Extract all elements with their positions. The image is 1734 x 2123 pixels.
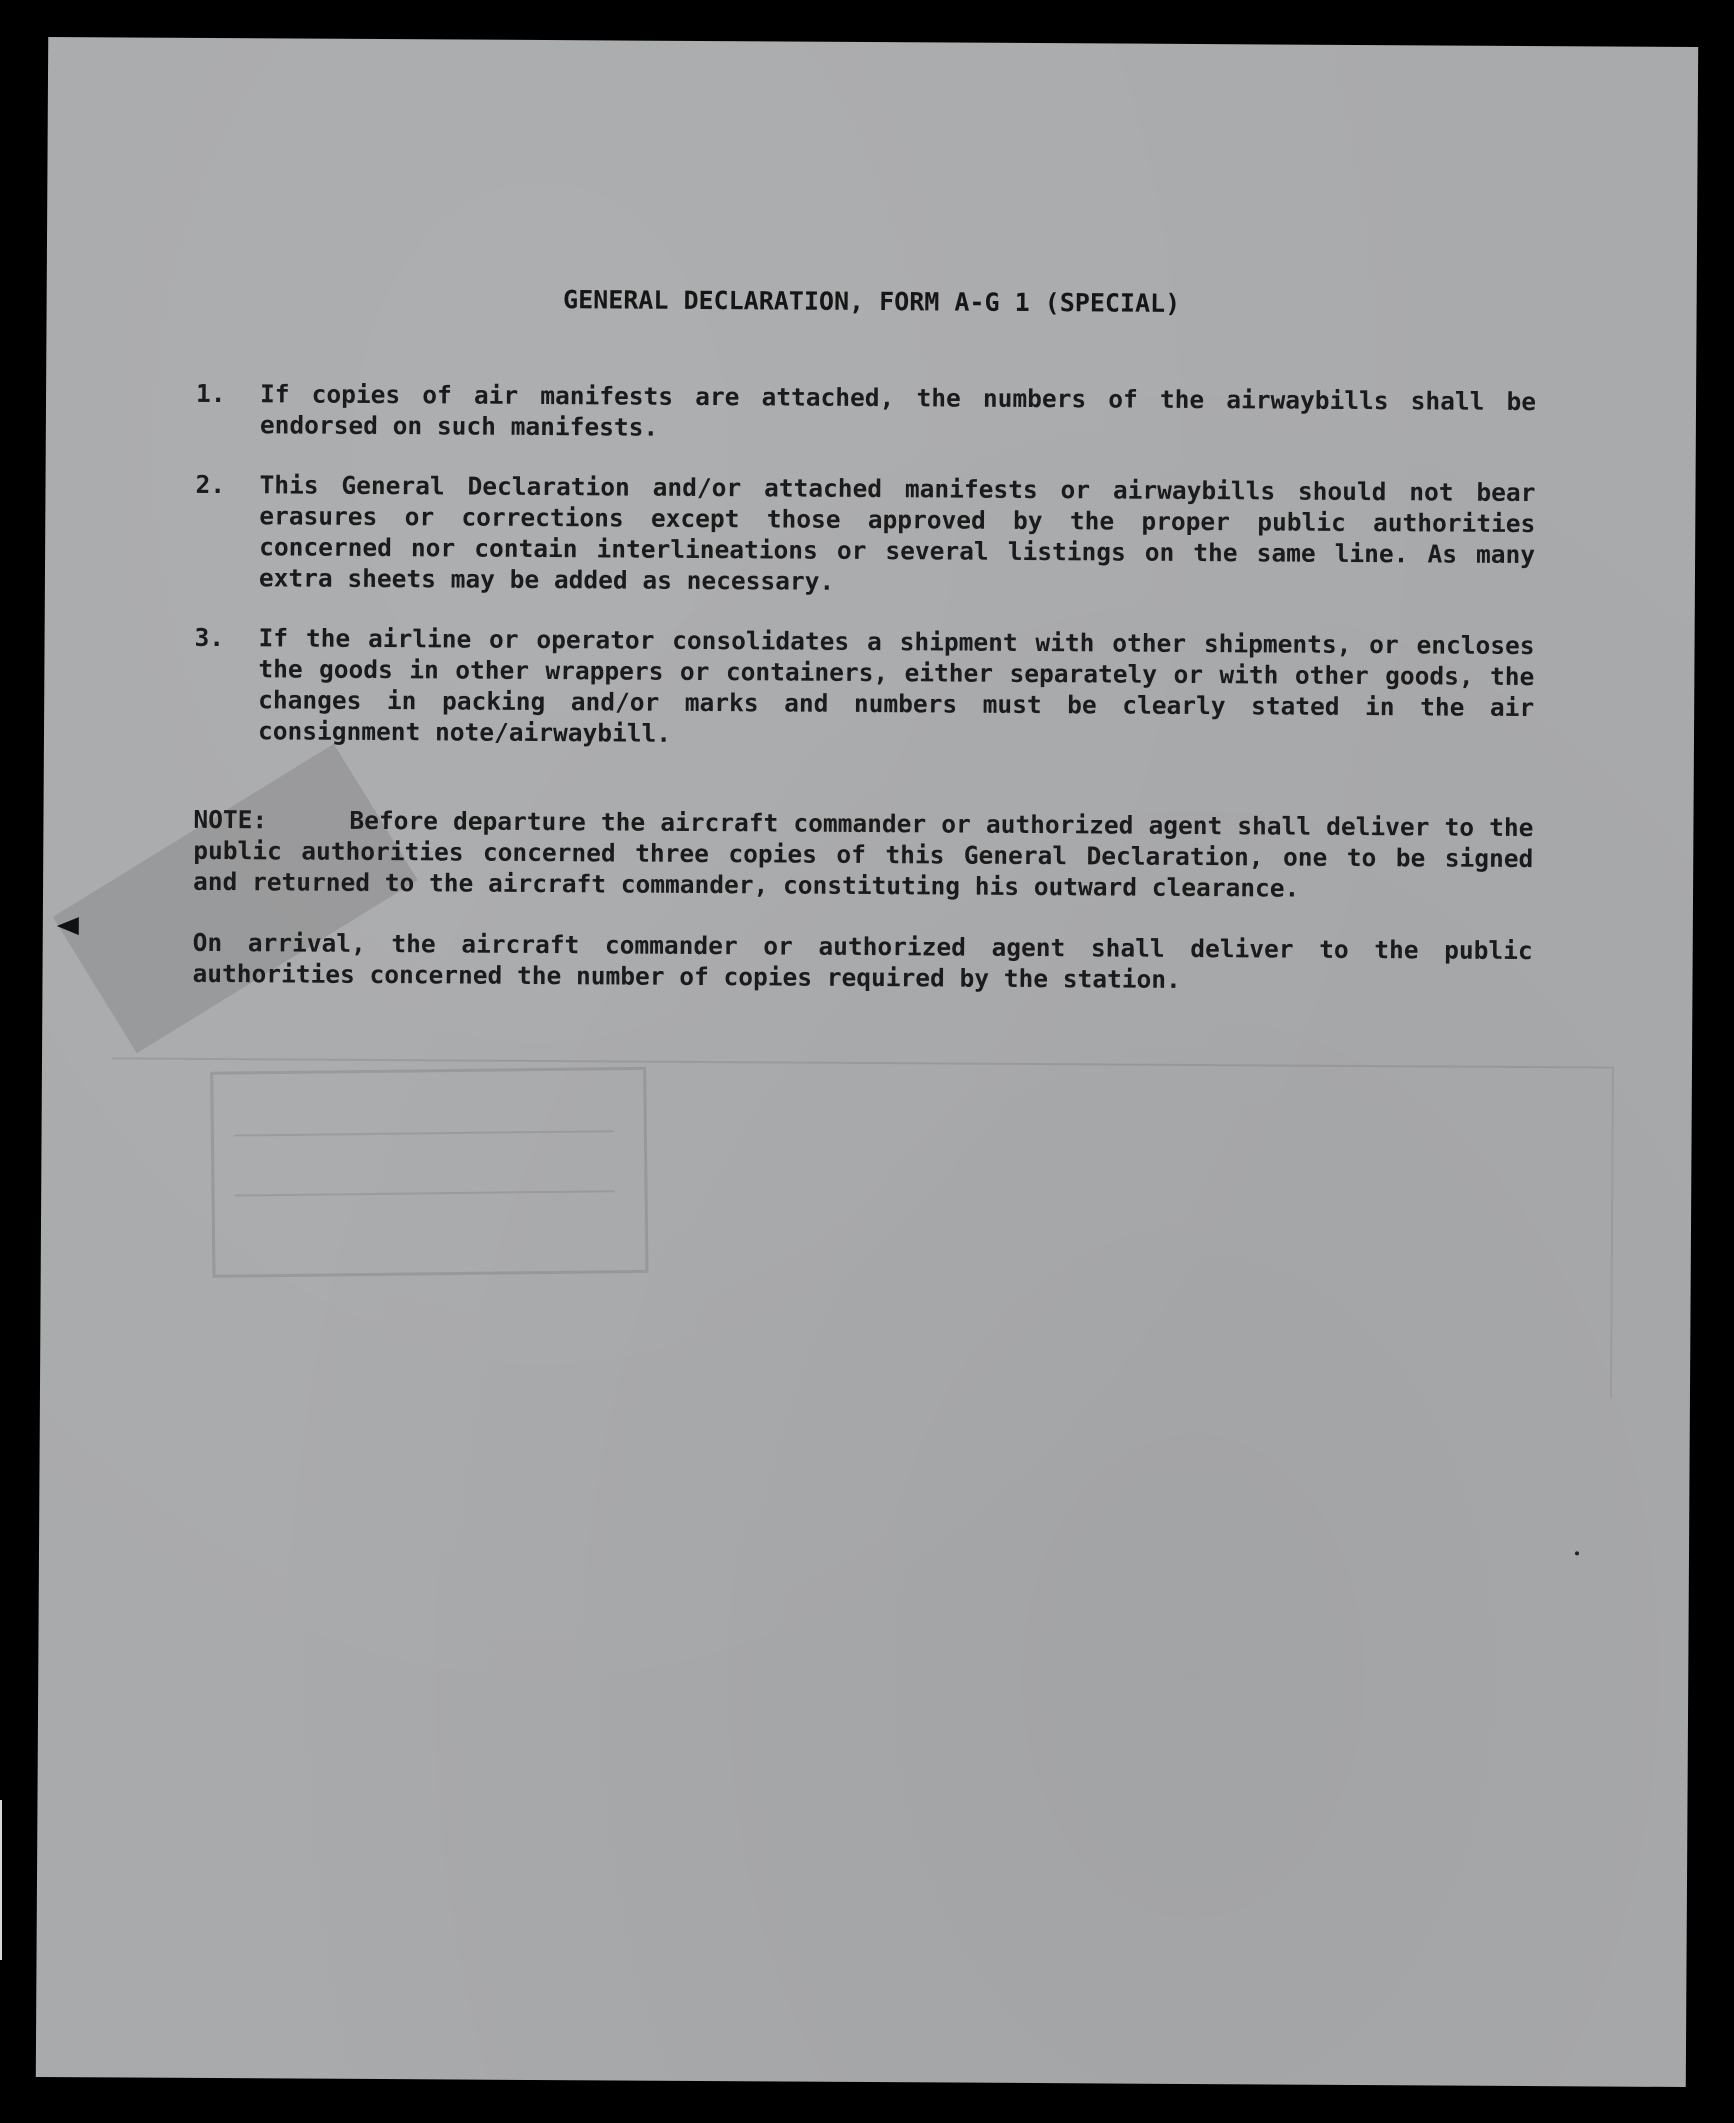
note-label: NOTE: bbox=[193, 804, 268, 835]
list-item bbox=[195, 469, 1536, 601]
arrival-paragraph: On arrival, the aircraft commander or authorized agent shall deliver to the public authorities concerned the number of copies required by the station. bbox=[192, 927, 1533, 994]
item-number: 2. bbox=[195, 469, 226, 500]
item-number: 1. bbox=[195, 378, 226, 409]
arrow-mark-icon bbox=[57, 917, 79, 935]
note-text: Before departure the aircraft commander or authorized agent shall deliver to the public authorities concerned three copies of this General Declaration, one to be signed and returned to the aircraft commander, constituting his outward clearance. bbox=[193, 805, 1534, 903]
note-paragraph bbox=[193, 804, 1534, 905]
document-page bbox=[36, 37, 1698, 2087]
dot-mark bbox=[1575, 1551, 1579, 1555]
item-text: If copies of air manifests are attached, the numbers of the airwaybills shall be endorsed on such manifests. bbox=[259, 379, 1537, 442]
item-text: If the airline or operator consolidates a shipment with other shipments, or encloses the goods in other wrappers or containers, either separately or with other goods, the changes in packing and/or marks and numbers must be clearly stated in the air consignment note/airwaybill. bbox=[257, 623, 1535, 748]
document-body bbox=[192, 378, 1536, 997]
faded-stamp bbox=[210, 1067, 648, 1278]
list-item bbox=[194, 622, 1535, 754]
item-text: This General Declaration and/or attached manifests or airwaybills should not bear erasures or corrections except those approved by the proper public authorities concerned nor contain interlineations or several listings on the same line. As many extra sheets may be added as necessary. bbox=[258, 470, 1536, 596]
document-title: GENERAL DECLARATION, FORM A-G 1 (SPECIAL) bbox=[563, 285, 1181, 318]
item-number: 3. bbox=[194, 622, 225, 653]
list-item bbox=[196, 378, 1536, 448]
scan-edge-mark bbox=[0, 1800, 2, 1960]
